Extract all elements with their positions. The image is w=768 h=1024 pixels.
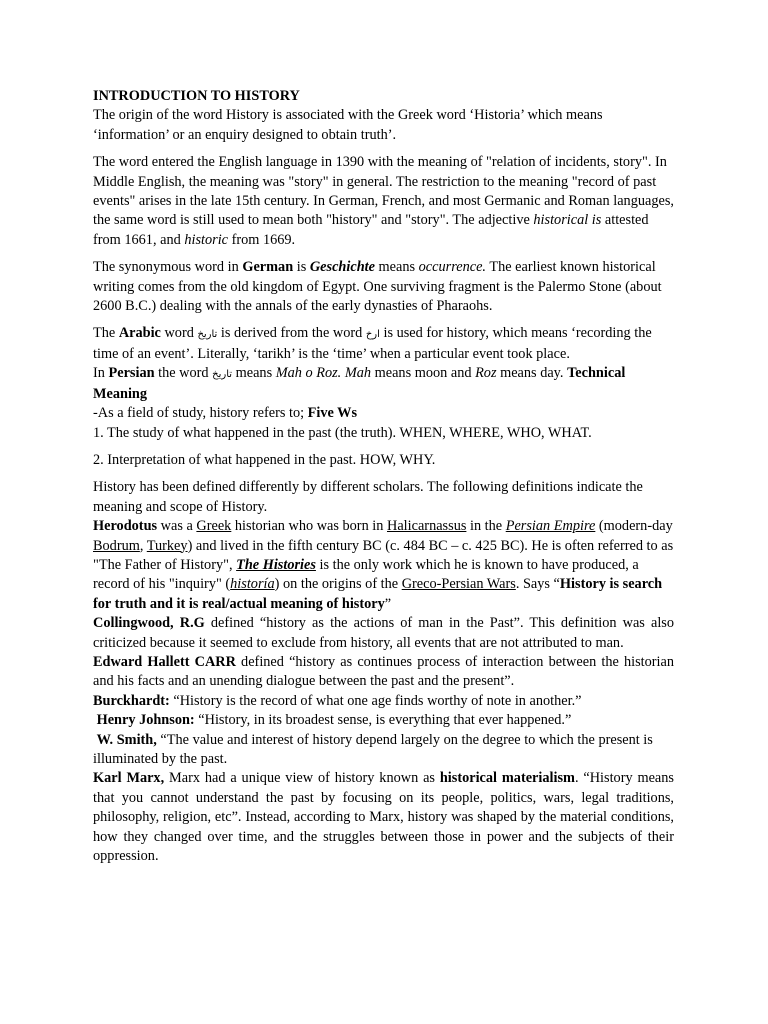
german-paragraph: The synonymous word in German is Geschichte means occurrence. The earliest known historical writing comes from the old kingdom of Egypt. One surviving fragment is the Palermo Stone (about 2600 B.C.) dealing with the annals of the early dynasties of Pharaohs. [93,259,662,315]
link-persian-empire[interactable]: Persian Empire [505,518,596,535]
carr-paragraph: Edward Hallett CARR defined “history as continues process of interaction between the historian and his facts and an unending dialogue between the past and the present”. [93,653,674,690]
link-the-histories[interactable]: The Histories [236,556,316,573]
definitions-intro: History has been defined differently by different scholars. The following definitions indicate the meaning and scope of History. [93,479,643,515]
burckhardt-paragraph: Burckhardt: “History is the record of what one age finds worthy of note in another.” [93,692,582,709]
link-greek[interactable]: Greek [196,518,232,535]
johnson-paragraph: Henry Johnson: “History, in its broadest sense, is everything that ever happened.” [93,712,572,729]
arabic-word-arkh: ارخ [365,329,380,341]
document-page [93,87,674,866]
field-of-study-line: -As a field of study, history refers to; Five Ws [93,405,358,422]
link-turkey[interactable]: Turkey [146,537,188,554]
english-language-paragraph: The word entered the English language in 1390 with the meaning of "relation of incidents, story". In Middle English, the meaning was "story" in general. The restriction to the meaning "record of past events" arises in the late 15th century. In German, French, and most Germanic and Roman languages, the same word is still used to mean both "history" and "story". The adjective historical is attested from 1661, and historic from 1669. [93,154,674,248]
document-title: INTRODUCTION TO HISTORY [93,88,300,104]
numbered-item-1: 1. The study of what happened in the past (the truth). WHEN, WHERE, WHO, WHAT. [93,424,592,441]
herodotus-paragraph: Herodotus was a Greek historian who was born in Halicarnassus in the Persian Empire (modern-day Bodrum, Turkey) and lived in the fifth century BC (c. 484 BC – c. 425 BC). He is often referred to as "The Father of History", The Histories is the only work which he is known to have produced, a record of his "inquiry" (historía) on the origins of the Greco-Persian Wars. Says “History is search for truth and it is real/actual meaning of history” [93,518,674,612]
persian-paragraph: In Persian the word تاريخ means Mah o Roz. Mah means moon and Roz means day. Technical Meaning [93,365,626,402]
link-halicarnassus[interactable]: Halicarnassus [387,518,467,535]
marx-paragraph: Karl Marx, Marx had a unique view of history known as historical materialism. “History means that you cannot understand the past by focusing on its people, politics, wars, legal traditions, philosophy, religion, etc”. Instead, according to Marx, history was shaped by the material conditions, how they changed over time, and the struggles between those in power and the subjects of their oppression. [93,770,674,865]
collingwood-paragraph: Collingwood, R.G defined “history as the actions of man in the Past”. This definition was also criticized because it seemed to exclude from history, all events that are not attributed to man. [93,615,675,651]
arabic-word-tarikh: تاريخ [197,329,218,341]
arabic-paragraph: The Arabic word تاريخ is derived from the word ارخ is used for history, which means ‘recording the time of an event’. Literally, ‘tarikh’ is the ‘time’ when a particular event took place. [93,325,652,362]
smith-paragraph: W. Smith, “The value and interest of history depend largely on the degree to which the present is illuminated by the past. [93,731,657,767]
origin-paragraph: The origin of the word History is associated with the Greek word ‘Historia’ which means ‘information’ or an enquiry designed to obtain truth’. [93,107,603,143]
persian-word-tarikh: تاريخ [212,369,233,381]
link-greco-persian-wars[interactable]: Greco-Persian Wars [401,576,516,593]
numbered-item-2: 2. Interpretation of what happened in the past. HOW, WHY. [93,451,436,468]
link-bodrum[interactable]: Bodrum [93,537,140,554]
link-historia[interactable]: historía [230,576,275,593]
